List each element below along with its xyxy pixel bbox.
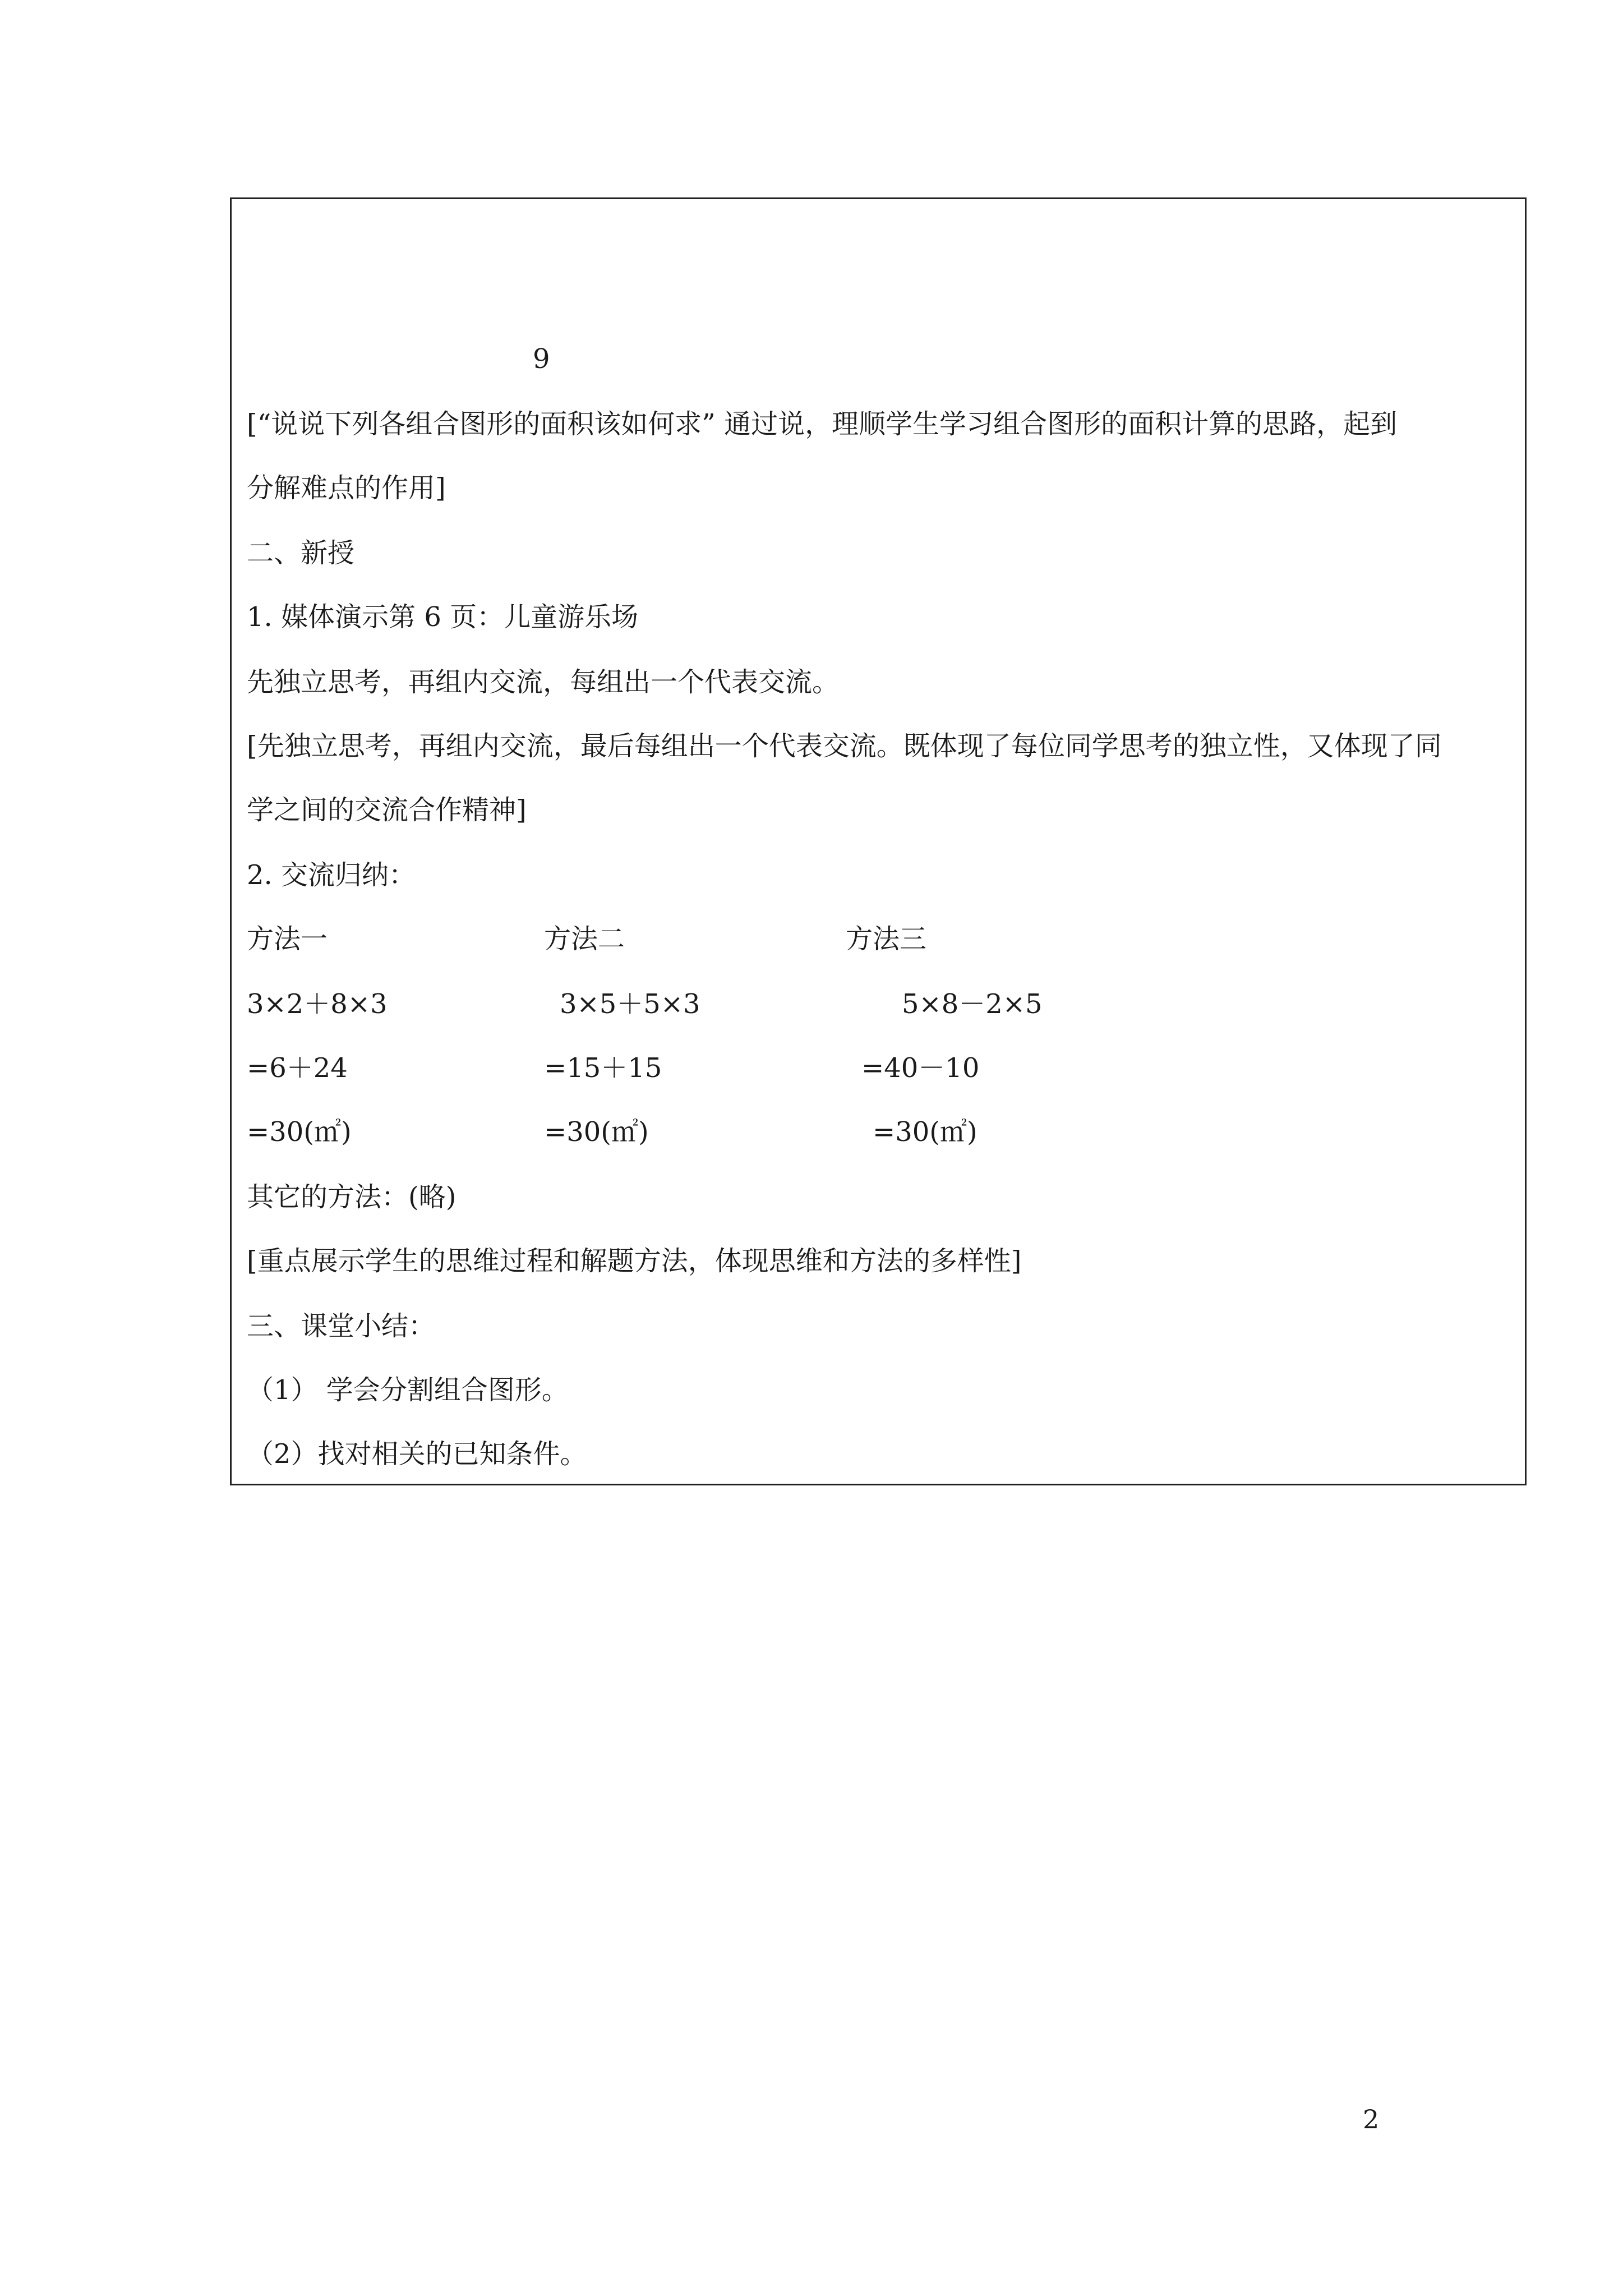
method-1-header: 方法一	[247, 923, 328, 955]
note-paragraph-1: [“说说下列各组合图形的面积该如何求” 通过说，理顺学生学习组合图形的面积计算的思路，起到	[247, 408, 1398, 440]
section-heading-new-lesson: 二、新授	[247, 537, 355, 569]
method-2-result: =30(㎡)	[544, 1116, 649, 1148]
note-paragraph-2-cont: 学之间的交流合作精神]	[247, 794, 527, 826]
method-2-expression: 3×5＋5×3	[560, 988, 700, 1020]
step-1-instructions: 先独立思考，再组内交流，每组出一个代表交流。	[247, 666, 840, 698]
content-table-cell	[230, 197, 1527, 1485]
summary-item-2: （2）找对相关的已知条件。	[247, 1438, 587, 1470]
method-3-step: =40－10	[861, 1052, 980, 1084]
note-paragraph-2: [先独立思考，再组内交流，最后每组出一个代表交流。既体现了每位同学思考的独立性，又体现了同	[247, 730, 1442, 762]
step-1-media-demo: 1. 媒体演示第 6 页：儿童游乐场	[247, 601, 639, 633]
method-1-expression: 3×2＋8×3	[247, 988, 388, 1020]
figure-label: 9	[533, 343, 550, 375]
method-2-header: 方法二	[544, 923, 625, 955]
note-paragraph-3: [重点展示学生的思维过程和解题方法，体现思维和方法的多样性]	[247, 1245, 1022, 1277]
method-1-step: =6＋24	[247, 1052, 348, 1084]
page-number: 2	[1363, 2104, 1380, 2134]
method-3-expression: 5×8－2×5	[902, 988, 1043, 1020]
summary-item-1: （1） 学会分割组合图形。	[247, 1374, 569, 1406]
method-3-result: =30(㎡)	[873, 1116, 978, 1148]
method-2-step: =15＋15	[544, 1052, 662, 1084]
note-paragraph-1-cont: 分解难点的作用]	[247, 472, 446, 504]
section-heading-summary: 三、课堂小结：	[247, 1310, 436, 1342]
method-1-result: =30(㎡)	[247, 1116, 352, 1148]
method-3-header: 方法三	[846, 923, 927, 955]
other-methods: 其它的方法：(略)	[247, 1181, 457, 1213]
step-2-summary: 2. 交流归纳：	[247, 859, 416, 891]
